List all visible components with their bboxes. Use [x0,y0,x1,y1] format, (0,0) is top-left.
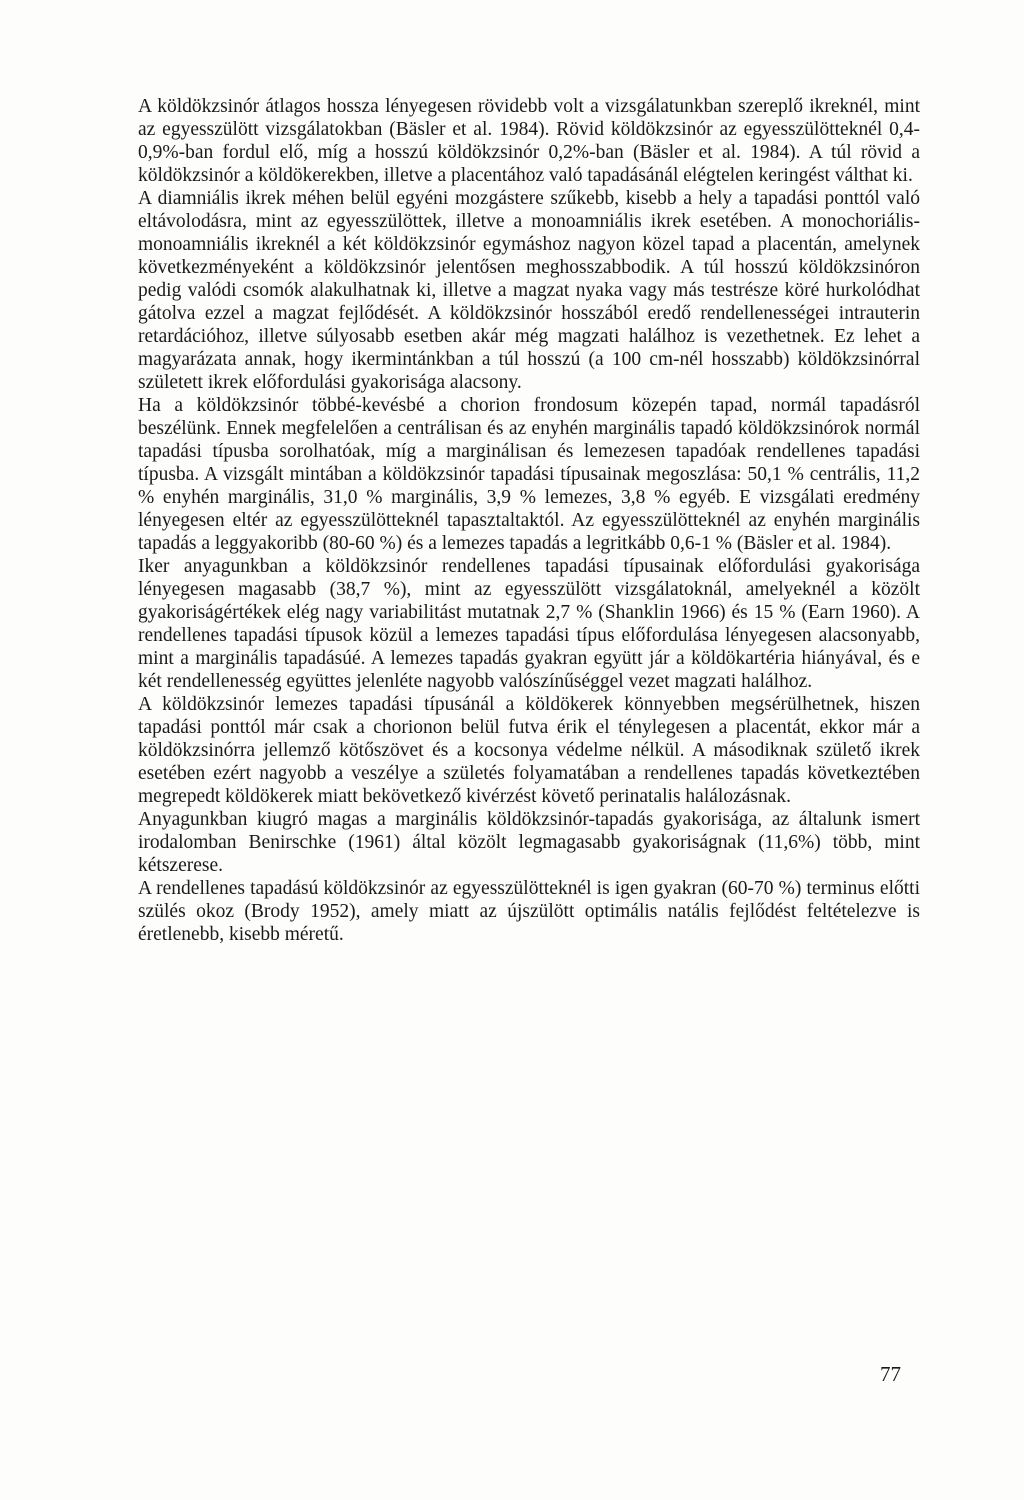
paragraph-1: A köldökzsinór átlagos hossza lényegesen rövidebb volt a vizsgálatunkban szereplő ikreknél, mint az egyesszülött vizsgálatokban (Bäsler et al. 1984). Rövid köldökzsinór az egyesszülötteknél 0,4-0,9%-ban fordul elő, míg a hosszú köldökzsinór 0,2%-ban (Bäsler et al. 1984). A túl rövid a köldökzsinór a köldökerekben, illetve a placentához való tapadásánál elégtelen keringést válthat ki. [138,96,920,186]
paragraph-6: Anyagunkban kiugró magas a marginális köldökzsinór-tapadás gyakorisága, az általunk ismert irodalomban Benirschke (1961) által közölt legmagasabb gyakoriságnak (11,6%) több, mint kétszerese. [138,809,920,876]
page-number: 77 [880,1362,901,1386]
body-text [138,95,920,946]
paragraph-7: A rendellenes tapadású köldökzsinór az egyesszülötteknél is igen gyakran (60-70 %) terminus előtti szülés okoz (Brody 1952), amely miatt az újszülött optimális natális fejlődést feltételezve is éretlenebb, kisebb méretű. [138,878,920,945]
paragraph-2: A diamniális ikrek méhen belül egyéni mozgástere szűkebb, kisebb a hely a tapadási ponttól való eltávolodásra, mint az egyesszülöttek, illetve a monoamniális ikrek esetében. A monochoriális-monoamniális ikreknél a két köldökzsinór egymáshoz nagyon közel tapad a placentán, amelynek következményeként a köldökzsinór jelentősen meghosszabbodik. A túl hosszú köldökzsinóron pedig valódi csomók alakulhatnak ki, illetve a magzat nyaka vagy más testrésze köré hurkolódhat gátolva ezzel a magzat fejlődését. A köldökzsinór hosszából eredő rendellenességei intrauterin retardációhoz, illetve súlyosabb esetben akár még magzati halálhoz is vezethetnek. Ez lehet a magyarázata annak, hogy ikermintánkban a túl hosszú (a 100 cm-nél hosszabb) köldökzsinórral született ikrek előfordulási gyakorisága alacsony. [138,188,920,393]
paragraph-5: A köldökzsinór lemezes tapadási típusánál a köldökerek könnyebben megsérülhetnek, hiszen tapadási ponttól már csak a chorionon belül futva érik el ténylegesen a placentát, ekkor már a köldökzsinórra jellemző kötőszövet és a kocsonya védelme nélkül. A másodiknak születő ikrek esetében ezért nagyobb a veszélye a születés folyamatában a rendellenes tapadás következtében megrepedt köldökerek miatt bekövetkező kivérzést követő perinatalis halálozásnak. [138,694,920,807]
paragraph-3: Ha a köldökzsinór többé-kevésbé a chorion frondosum közepén tapad, normál tapadásról beszélünk. Ennek megfelelően a centrálisan és az enyhén marginális tapadó köldökzsinórok normál tapadási típusba sorolhatóak, míg a marginálisan és lemezesen tapadóak rendellenes tapadási típusba. A vizsgált mintában a köldökzsinór tapadási típusainak megoszlása: 50,1 % centrális, 11,2 % enyhén marginális, 31,0 % marginális, 3,9 % lemezes, 3,8 % egyéb. E vizsgálati eredmény lényegesen eltér az egyesszülötteknél tapasztaltaktól. Az egyesszülötteknél az enyhén marginális tapadás a leggyakoribb (80-60 %) és a lemezes tapadás a legritkább 0,6-1 % (Bäsler et al. 1984). [138,395,920,554]
paragraph-4: Iker anyagunkban a köldökzsinór rendellenes tapadási típusainak előfordulási gyakorisága lényegesen magasabb (38,7 %), mint az egyesszülött vizsgálatoknál, amelyeknél a közölt gyakoriságértékek elég nagy variabilitást mutatnak 2,7 % (Shanklin 1966) és 15 % (Earn 1960). A rendellenes tapadási típusok közül a lemezes tapadási típus előfordulása lényegesen alacsonyabb, mint a marginális tapadásúé. A lemezes tapadás gyakran együtt jár a köldökartéria hiányával, és e két rendellenesség együttes jelenléte nagyobb valószínűséggel vezet magzati halálhoz. [138,556,920,692]
